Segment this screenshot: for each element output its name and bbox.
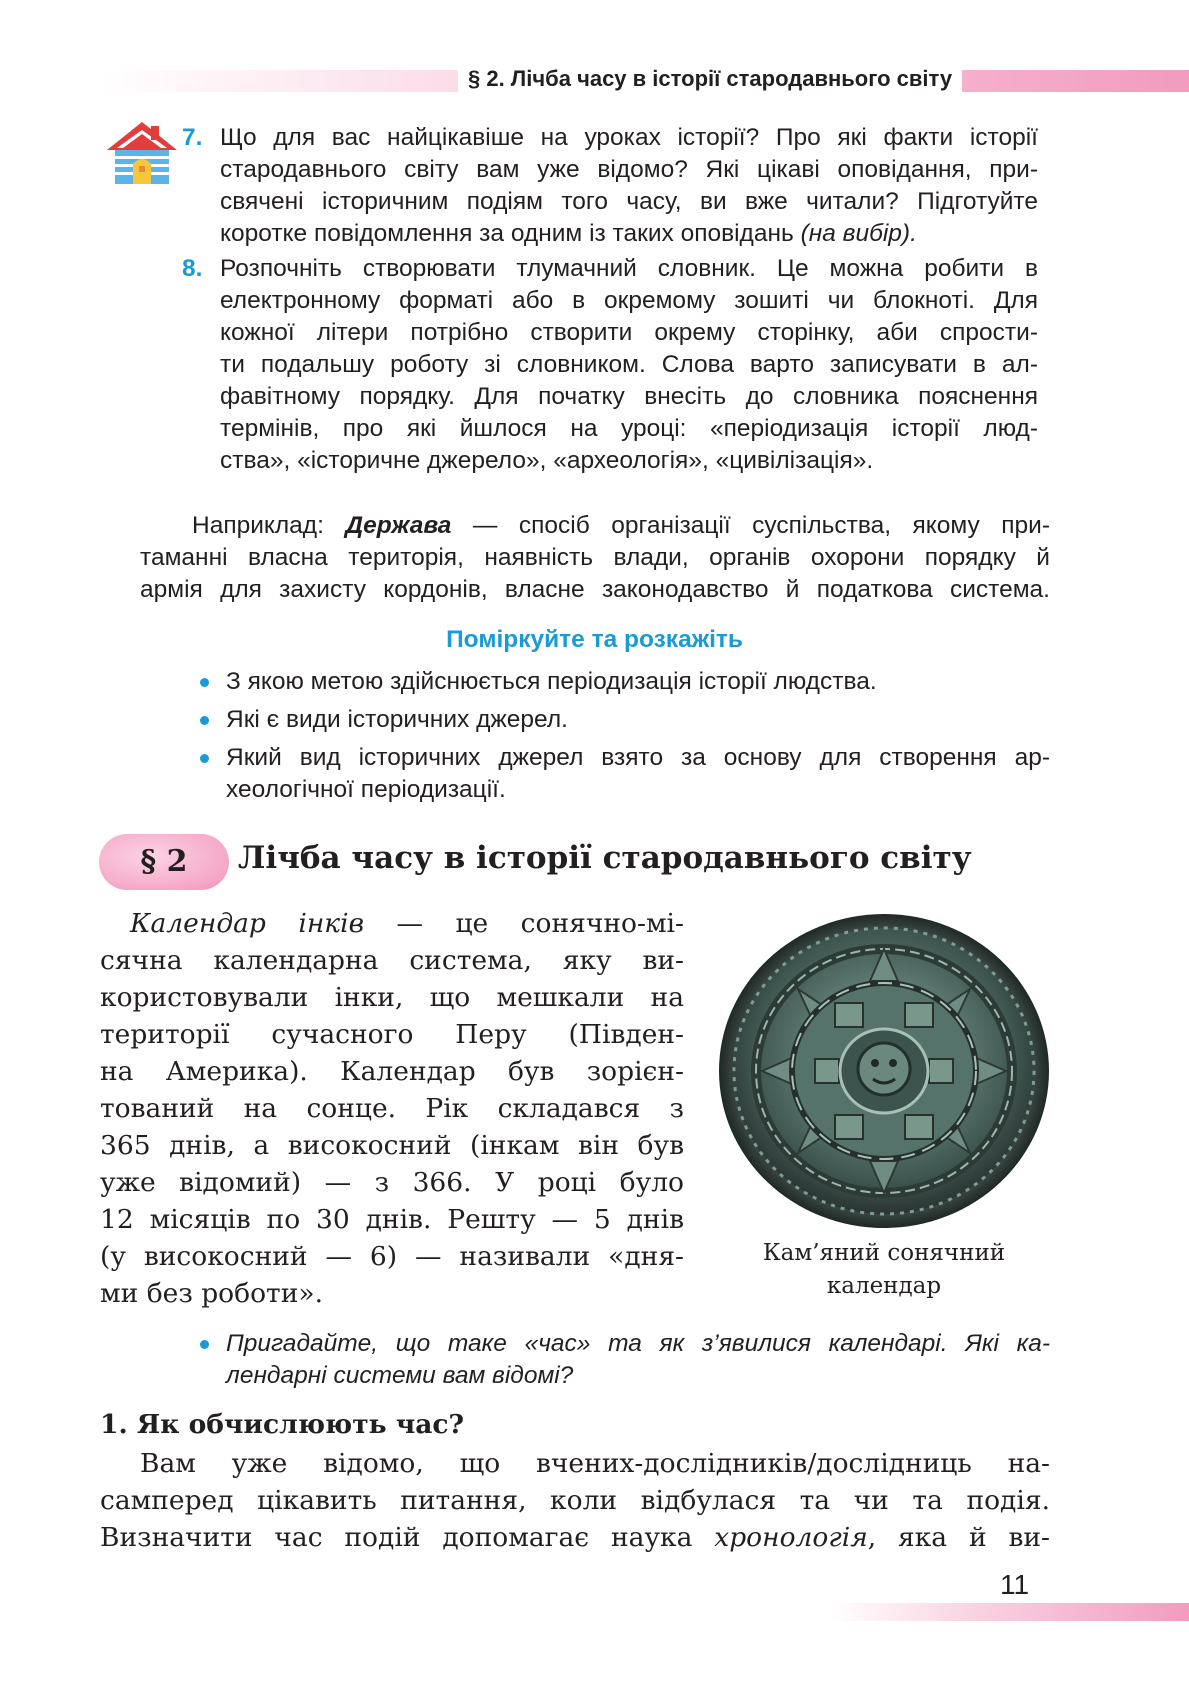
- reminder-list: [200, 1328, 1050, 1398]
- list-item-text: хеологічної періодизації.: [226, 776, 506, 803]
- list-item: [200, 704, 1050, 736]
- body-line: самперед цікавить питання, коли відбулася та чи та подія.: [100, 1485, 1050, 1516]
- task-text-line: кожної літери потрібно створити окрему сторінку, аби спрости-: [220, 319, 1038, 346]
- example-line: [140, 510, 1050, 542]
- intro-paragraph: [100, 905, 684, 1312]
- intro-line: сячна календарна система, яку ви-: [100, 945, 684, 976]
- footer-decor-band: [830, 1603, 1189, 1621]
- running-header-title: § 2. Лічба часу в історії стародавнього світу: [458, 64, 962, 94]
- task-text-line: фавітному порядку. Для початку внесіть до словника пояснення: [220, 383, 1038, 410]
- list-item: [200, 742, 1050, 806]
- example-term: Держава: [345, 512, 452, 539]
- page-number: 11: [1000, 1569, 1030, 1600]
- task-text-line: термінів, про які йшлося на уроці: «періодизація історії люд-: [220, 415, 1038, 442]
- intro-line: на Америка). Календар був зорієн-: [100, 1056, 684, 1087]
- consider-heading: Поміркуйте та розкажіть: [446, 626, 743, 653]
- task-text-line: [220, 218, 1038, 250]
- figure-caption: [715, 1237, 1053, 1303]
- task-text-line: Розпочніть створювати тлумачний словник. Це можна робити в: [220, 255, 1038, 282]
- house-icon: [103, 120, 181, 186]
- task-number: 7.: [182, 124, 203, 151]
- intro-text: — це сонячно-мі-: [364, 908, 684, 939]
- reminder-text: Пригадайте, що таке «час» та як з’явилися календарі. Які ка-: [226, 1330, 1050, 1357]
- section-number-badge: § 2: [99, 834, 229, 890]
- task-text-line: стародавнього світу вам уже відомо? Які цікаві оповідання, при-: [220, 156, 1038, 183]
- body-text: Визначити час подій допомагає наука: [100, 1522, 715, 1553]
- list-item-text: Які є види історичних джерел.: [226, 706, 568, 733]
- body-term: хронологія: [714, 1522, 868, 1553]
- task-text-line: Що для вас найцікавіше на уроках історії? Про які факти історії: [220, 124, 1038, 151]
- example-text: — спосіб організації суспільства, якому при-: [451, 512, 1050, 539]
- example-line: таманні власна територія, наявність влади, органів охорони порядку й: [140, 544, 1050, 571]
- list-item-text: Який вид історичних джерел взято за основу для створення ар-: [226, 744, 1050, 771]
- bullet-icon: [200, 1340, 209, 1349]
- bullet-icon: [200, 716, 209, 725]
- list-item-text: З якою метою здійснюється періодизація історії людства.: [226, 668, 877, 695]
- body-text: , яка й ви-: [867, 1522, 1050, 1553]
- consider-list: [200, 666, 1050, 812]
- section-title: Лічба часу в історії стародавнього світу: [238, 840, 972, 876]
- task-text-line: свячені історичним подіям того часу, ви вже читали? Підготуйте: [220, 188, 1038, 215]
- intro-line: ми без роботи».: [100, 1278, 323, 1309]
- subsection-paragraph: [100, 1445, 1050, 1556]
- task-text-line: ства», «історичне джерело», «археологія», «цивілізація».: [220, 447, 874, 474]
- calendar-disc-icon: [715, 911, 1053, 1231]
- intro-line: [100, 905, 684, 942]
- list-item: [200, 1328, 1050, 1392]
- example-paragraph: [140, 510, 1050, 606]
- task-text-line: електронному форматі або в окремому зошиті чи блокноті. Для: [220, 287, 1038, 314]
- example-line: армія для захисту кордонів, власне законодавство й податкова система.: [140, 576, 1050, 603]
- task-number: 8.: [182, 255, 203, 282]
- intro-line: (у високосний — 6) — називали «дня-: [100, 1241, 684, 1272]
- stone-sun-calendar-image: [715, 911, 1053, 1231]
- body-line: [100, 1519, 1050, 1556]
- intro-term: Календар інків: [130, 908, 365, 939]
- example-prefix: Наприклад:: [192, 512, 346, 539]
- intro-line: користовували інки, що мешкали на: [100, 982, 684, 1013]
- intro-line: 12 місяців по 30 днів. Решту — 5 днів: [100, 1204, 684, 1235]
- bullet-icon: [200, 678, 209, 687]
- caption-line: Кам’яний сонячний: [762, 1240, 1006, 1266]
- task-text-line: ти подальшу роботу зі словником. Слова варто записувати в ал-: [220, 351, 1038, 378]
- body-line: Вам уже відомо, що вчених-дослідників/дослідниць на-: [140, 1448, 1050, 1479]
- caption-line: календар: [826, 1273, 942, 1299]
- task-text: коротке повідомлення за одним із таких оповідань: [220, 220, 801, 247]
- intro-line: уже відомий) — з 366. У році було: [100, 1167, 684, 1198]
- bullet-icon: [200, 754, 209, 763]
- intro-line: території сучасного Перу (Півден-: [100, 1019, 684, 1050]
- subsection-heading: 1. Як обчислюють час?: [100, 1409, 465, 1440]
- list-item: [200, 666, 1050, 698]
- intro-line: тований на сонце. Рік складався з: [100, 1093, 684, 1124]
- reminder-text: лендарні системи вам відомі?: [226, 1362, 574, 1389]
- intro-line: 365 днів, а високосний (інкам він був: [100, 1130, 684, 1161]
- task-note: (на вибір).: [800, 220, 917, 247]
